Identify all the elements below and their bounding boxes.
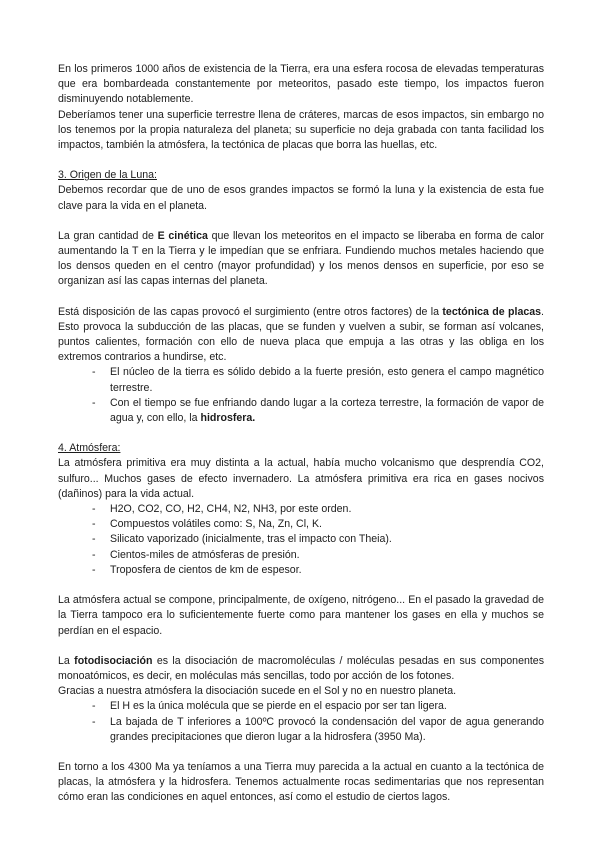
paragraph-craters: Deberíamos tener una superficie terrestre llena de cráteres, marcas de esos impactos, sin embargo no los tenemos por la propia naturaleza del planeta; su superficie no deja grabada con tanta facilidad los impactos, también la atmósfera, la tectónica de placas que borra las huellas, etc. [58,108,544,152]
paragraph-current-atmosphere: La atmósfera actual se compone, principalmente, de oxígeno, nitrógeno... En el pasado la gravedad de la Tierra tampoco era lo suficientemente fuerte como para mantener los gases en ella y muchos se perdían en el espacio. [58,594,544,637]
text: . Esto provoca la subducción de las placas, que se funden y vuelven a subir, se forman así volcanes, puntos calientes, formación con ello de nueva placa que empuja a las otras y las obliga en los extremos contrarios a hundirse, etc. [58,305,544,364]
paragraph-dissociation-sun: Gracias a nuestra atmósfera la disociación sucede en el Sol y no en nuestro planeta. [58,685,457,698]
paragraph-plate-tectonics [58,305,544,366]
list-item: - El H es la única molécula que se pierde en el espacio por ser tan ligera. [92,699,544,714]
list-item: - Troposfera de cientos de km de espesor. [92,563,544,578]
text: Está disposición de las capas provocó el surgimiento (entre otros factores) de la [58,305,443,318]
bold-term-kinetic-energy: E cinética [157,229,208,242]
bold-term-hydrosphere: hidrosfera. [200,412,256,425]
list-item: - H2O, CO2, CO, H2, CH4, N2, NH3, por este orden. [92,502,544,517]
list-item: - Cientos-miles de atmósferas de presión. [92,548,544,563]
list-item [92,396,544,426]
list-earth-structure [58,365,544,426]
list-item: - El núcleo de la tierra es sólido debido a la fuerte presión, esto genera el campo magnético terrestre. [92,365,544,395]
document-page [58,62,544,806]
text: que llevan los meteoritos en el impacto se liberaba en forma de calor aumentando la T en la Tierra y le impedían que se enfriara. Fundiendo muchos metales haciendo que los densos queden en el centro (mayor profundidad) y los menos densos en superficie, por eso se organizan así las capas internas del planeta. [58,229,544,288]
paragraph-kinetic-energy [58,229,544,290]
list-item: - La bajada de T inferiores a 100ºC provocó la condensación del vapor de agua generando grandes precipitaciones que dieron lugar a la hidrosfera (3950 Ma). [92,715,544,745]
list-item: - Silicato vaporizado (inicialmente, tras el impacto con Theia). [92,532,544,547]
bold-term-photodissociation: fotodisociación [74,654,153,667]
text: La gran cantidad de [58,229,158,242]
list-hydrosphere-formation [58,699,544,745]
paragraph-4300-ma: En torno a los 4300 Ma ya teníamos a una Tierra muy parecida a la actual en cuanto a la tectónica de placas, la atmósfera y la hidrosfera. Tenemos actualmente rocas sedimentarias que nos representan cómo eran las condiciones en aquel entonces, así como el estudio de ciertos lagos. [58,760,544,804]
text: La [58,654,75,667]
paragraph-primitive-atmosphere: La atmósfera primitiva era muy distinta a la actual, había mucho volcanismo que desprendía CO2, sulfuro... Muchos gases de efecto invernadero. La atmósfera primitiva era rica en gases nocivos (dañinos) para la vida actual. [58,457,544,500]
paragraph-photodissociation [58,654,544,684]
paragraph-early-earth: En los primeros 1000 años de existencia de la Tierra, era una esfera rocosa de elevadas temperaturas que era bombardeada constantemente por meteoritos, pasado este tiempo, los impactos fueron disminuyendo notablemente. [58,63,544,106]
list-item: - Compuestos volátiles como: S, Na, Zn, Cl, K. [92,517,544,532]
text: es la disociación de macromoléculas / moléculas pesadas en sus componentes monoatómicos, es decir, en moléculas más sencillas, todo por acción de los fotones. [58,654,544,682]
section-heading-atmosphere: 4. Atmósfera: [58,442,121,455]
list-primitive-atmosphere [58,502,544,578]
paragraph-moon-impact: Debemos recordar que de uno de esos grandes impactos se formó la luna y la existencia de esta fue clave para la vida en el planeta. [58,184,544,212]
text: Con el tiempo se fue enfriando dando lugar a la corteza terrestre, la formación de vapor de agua y, con ello, la [110,396,544,425]
section-heading-moon-origin: 3. Origen de la Luna: [58,169,157,182]
bold-term-plate-tectonics: tectónica de placas [442,305,542,318]
